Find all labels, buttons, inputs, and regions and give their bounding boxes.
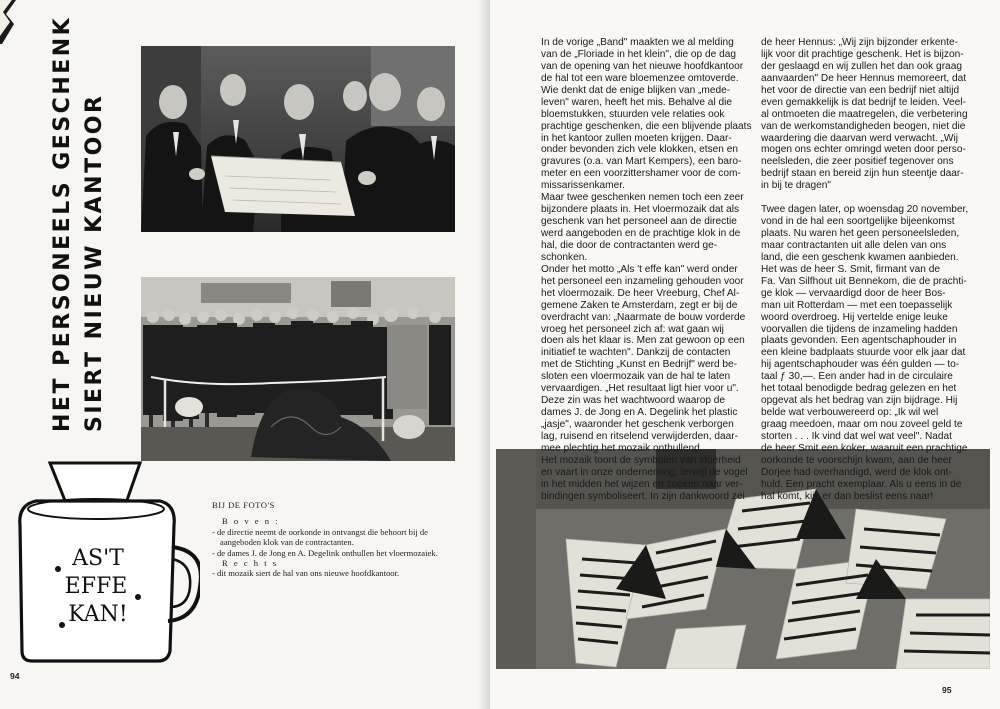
mug-text-line-2: EFFE xyxy=(64,574,128,599)
photo-captions xyxy=(212,500,450,579)
article-line: en vaart in onze onderneming, terwijl de vogel xyxy=(541,466,748,478)
article-line: in het kantoor zullen moeten krijgen. Daar- xyxy=(541,132,732,144)
article-line: vond in de hal een soortgelijke bijeenkomst xyxy=(761,216,955,228)
article-line: de hal tot een ware bloemenzee omtoverde. xyxy=(541,72,739,84)
article-line: Wie denkt dat de enige blijken van „mede- xyxy=(541,84,731,96)
article-line: vervaardigen. „Het resultaat ligt hier voor u". xyxy=(541,383,739,395)
article-line: huld. Een pracht exemplaar. Als u eens in de xyxy=(761,478,962,490)
page-number-left: 94 xyxy=(10,671,20,681)
article-line: sloten een vloermozaik van de hal te laten xyxy=(541,371,731,383)
article-line: Het was de heer S. Smit, firmant van de xyxy=(761,263,940,275)
article-line: aanvaarden" De heer Hennus memoreert, dat xyxy=(761,72,967,84)
article-line: met de Stichting „Kunst en Bedrijf" werd be- xyxy=(541,359,738,371)
mug-illustration xyxy=(10,455,200,665)
article-line: even gemakkelijk is dat bedrijf te leiden. Veel- xyxy=(761,96,966,108)
article-line: werd aangeboden en de prachtige klok in de xyxy=(541,228,741,239)
photo-directors-certificate xyxy=(141,46,455,232)
torn-corner xyxy=(0,0,18,44)
left-page xyxy=(0,0,490,709)
article-line: Deze zin was het wachtwoord waarop de xyxy=(541,395,726,407)
article-line: bijzondere plaats in. Het vloermozaik dat als xyxy=(541,204,740,216)
article-line: In de vorige „Band" maakten we al melding xyxy=(541,37,734,48)
article-line: gemene Zaken te Amsterdam, zegt er bij de xyxy=(541,299,738,311)
title-line-2: SIERT NIEUW KANTOOR xyxy=(82,93,107,432)
caption-item: - dit mozaik siert de hal van ons nieuwe hoofdkantoor. xyxy=(212,568,400,579)
article-line: van de werkomstandigheden beogen, niet die xyxy=(761,120,966,132)
mug-text-line-3: KAN! xyxy=(68,602,128,627)
article-line: Fa. Van Silfhout uit Bennekom, die de prachti- xyxy=(761,275,967,287)
article-line: dames J. de Jong en A. Degelink het plastic xyxy=(541,407,738,419)
article-line: al ontmoeten die maatregelen, die verbetering xyxy=(761,108,968,120)
article-line: plaats gevonden. Een agentschaphouder in xyxy=(761,335,957,347)
article-line: bedrijf staan en bereid zijn hun steentje daar- xyxy=(761,168,964,180)
article-column-2 xyxy=(761,37,983,503)
article-line: overdracht van: „Naarmate de bouw vorderde xyxy=(541,311,746,323)
caption-item: - de directie neemt de oorkonde in ontvangst die behoort bij de aangeboden klok van de contractanten. xyxy=(212,526,428,548)
article-line: lag, ruisend en ritselend verwijderden, daar- xyxy=(541,430,738,442)
article-line: maar contractanten uit alle delen van ons xyxy=(761,239,947,251)
article-line: Onder het motto „Als 't effe kan" werd onder xyxy=(541,263,738,275)
article-line: het vloermozaik. De heer Vreeburg, Chef Al- xyxy=(541,287,740,299)
article-line: ge klok — vervaardigd door de heer Bos- xyxy=(761,287,946,299)
article-line: „jasje", waaronder het geschenk verborgen xyxy=(541,419,734,430)
article-line: het totaal benodigde bedrag gelezen en het xyxy=(761,383,957,395)
article-line: woord overdroeg. Hij vertelde enige leuke xyxy=(761,311,948,323)
article-line: Twee dagen later, op woensdag 20 november, xyxy=(761,204,969,216)
article-line: de heer Smit een koker, waaruit een prachtige xyxy=(761,442,968,454)
article-line: mee plechtig het mozaik onthullend. xyxy=(541,442,703,454)
page-number-right: 95 xyxy=(942,685,952,695)
article-line: opgevat als het bedrag van zijn bijdrage. Hij xyxy=(761,395,958,407)
article-line: meter en een voorzittershamer voor de com- xyxy=(541,168,741,180)
article-line: man uit Rotterdam — met een toepasselijk xyxy=(761,299,953,311)
article-line: bloemstukken, stuurden vele relaties ook xyxy=(541,108,725,120)
article-line: het voor de directie van een bedrijf niet altijd xyxy=(761,84,960,96)
article-line: taal ƒ 30,—. Een ander had in de circulaire xyxy=(761,371,953,383)
article-column-1 xyxy=(541,37,753,503)
title-line-1: HET PERSONEELS GESCHENK xyxy=(50,15,75,432)
article-line: schonken. xyxy=(541,251,588,263)
article-line: vroeg het personeel zich af: wat gaan wij xyxy=(541,323,724,335)
article-line: graag meedoen, maar om nou zoveel geld te xyxy=(761,419,963,430)
article-line: een kleine badplaats stuurde voor elk jaar dat xyxy=(761,347,966,359)
article-line: initiatief te wachten". Dankzij de contacten xyxy=(541,347,731,359)
article-line: missarissenkamer. xyxy=(541,180,625,192)
article-line: hal, die door de contractanten werd ge- xyxy=(541,239,718,251)
caption-label-rechts: R e c h t s xyxy=(222,558,279,569)
article-line: geschenk van het personeel aan de directie xyxy=(541,216,737,228)
article-line: leven" waren, heeft het mis. Behalve al die xyxy=(541,96,733,108)
article-line: het personeel een inzameling gehouden voor xyxy=(541,275,744,287)
article-line: van de opening van het nieuwe hoofdkantoor xyxy=(541,60,744,72)
caption-item: - de dames J. de Jong en A. Degelink onthullen het vloermozaiek. xyxy=(212,547,438,558)
article-line: neelsleden, die zeer positief tegenover ons xyxy=(761,156,954,168)
article-line: doen als het klaar is. Men zat gewoon op een xyxy=(541,335,745,347)
article-line: lijk voor dit prachtige geschenk. Het is bijzon- xyxy=(761,48,964,60)
article-line: hal komt, kijk er dan beslist eens naar! xyxy=(761,490,934,502)
article-line: Dorjee had overhandigd, werd de klok ont- xyxy=(761,466,952,478)
article-line xyxy=(761,192,983,204)
mug-text-line-1: AS'T xyxy=(72,546,124,571)
article-line: belde wat verbouwereerd op: „Ik wil wel xyxy=(761,407,939,419)
article-title xyxy=(28,15,138,432)
article-line: storten . . . Ik vind dat wel wat veel". Nadat xyxy=(761,430,952,442)
article-line: gravures (o.a. van Mart Kempers), een baro- xyxy=(541,156,742,168)
photo-unveiling-ceremony xyxy=(141,277,455,461)
article-line: in het midden het wijzen en zoeken naar ver- xyxy=(541,478,743,490)
article-line: waardering die daarvan werd verwacht. „Wij xyxy=(761,132,958,144)
captions-heading: BIJ DE FOTO'S xyxy=(212,500,275,510)
article-line: de heer Hennus: „Wij zijn bijzonder erkente- xyxy=(761,37,958,48)
article-line: mogen ons echter omringd weten door perso- xyxy=(761,144,966,156)
article-line: oorkonde te voorschijn kwam, aan de heer xyxy=(761,454,952,466)
article-line: land, die een geschenk kwamen aanbieden. xyxy=(761,251,959,263)
article-line: plaats. Nu waren het geen personeelsleden, xyxy=(761,228,960,239)
caption-label-boven: B o v e n : xyxy=(222,516,280,527)
article-line: voorvallen die tijdens de inzameling hadden xyxy=(761,323,958,335)
article-line: prachtige geschenken, die een blijvende plaats xyxy=(541,120,752,132)
article-line: der geslaagd en wij zullen het dan ook graag xyxy=(761,60,962,72)
article-line: hij agentschaphouder was één gulden — to- xyxy=(761,359,960,371)
article-line: van de „Floriade in het klein", die op de dag xyxy=(541,48,736,60)
article-line: Maar twee geschenken nemen toch een zeer xyxy=(541,192,744,204)
article-line: Het mozaik toont de symbolen van stoerheid xyxy=(541,454,741,466)
article-line: in bij te dragen" xyxy=(761,180,832,192)
article-line: bindingen symboliseert. In zijn dankwoord zei xyxy=(541,490,745,502)
article-line: onder bevonden zich vele klokken, etsen en xyxy=(541,144,739,156)
